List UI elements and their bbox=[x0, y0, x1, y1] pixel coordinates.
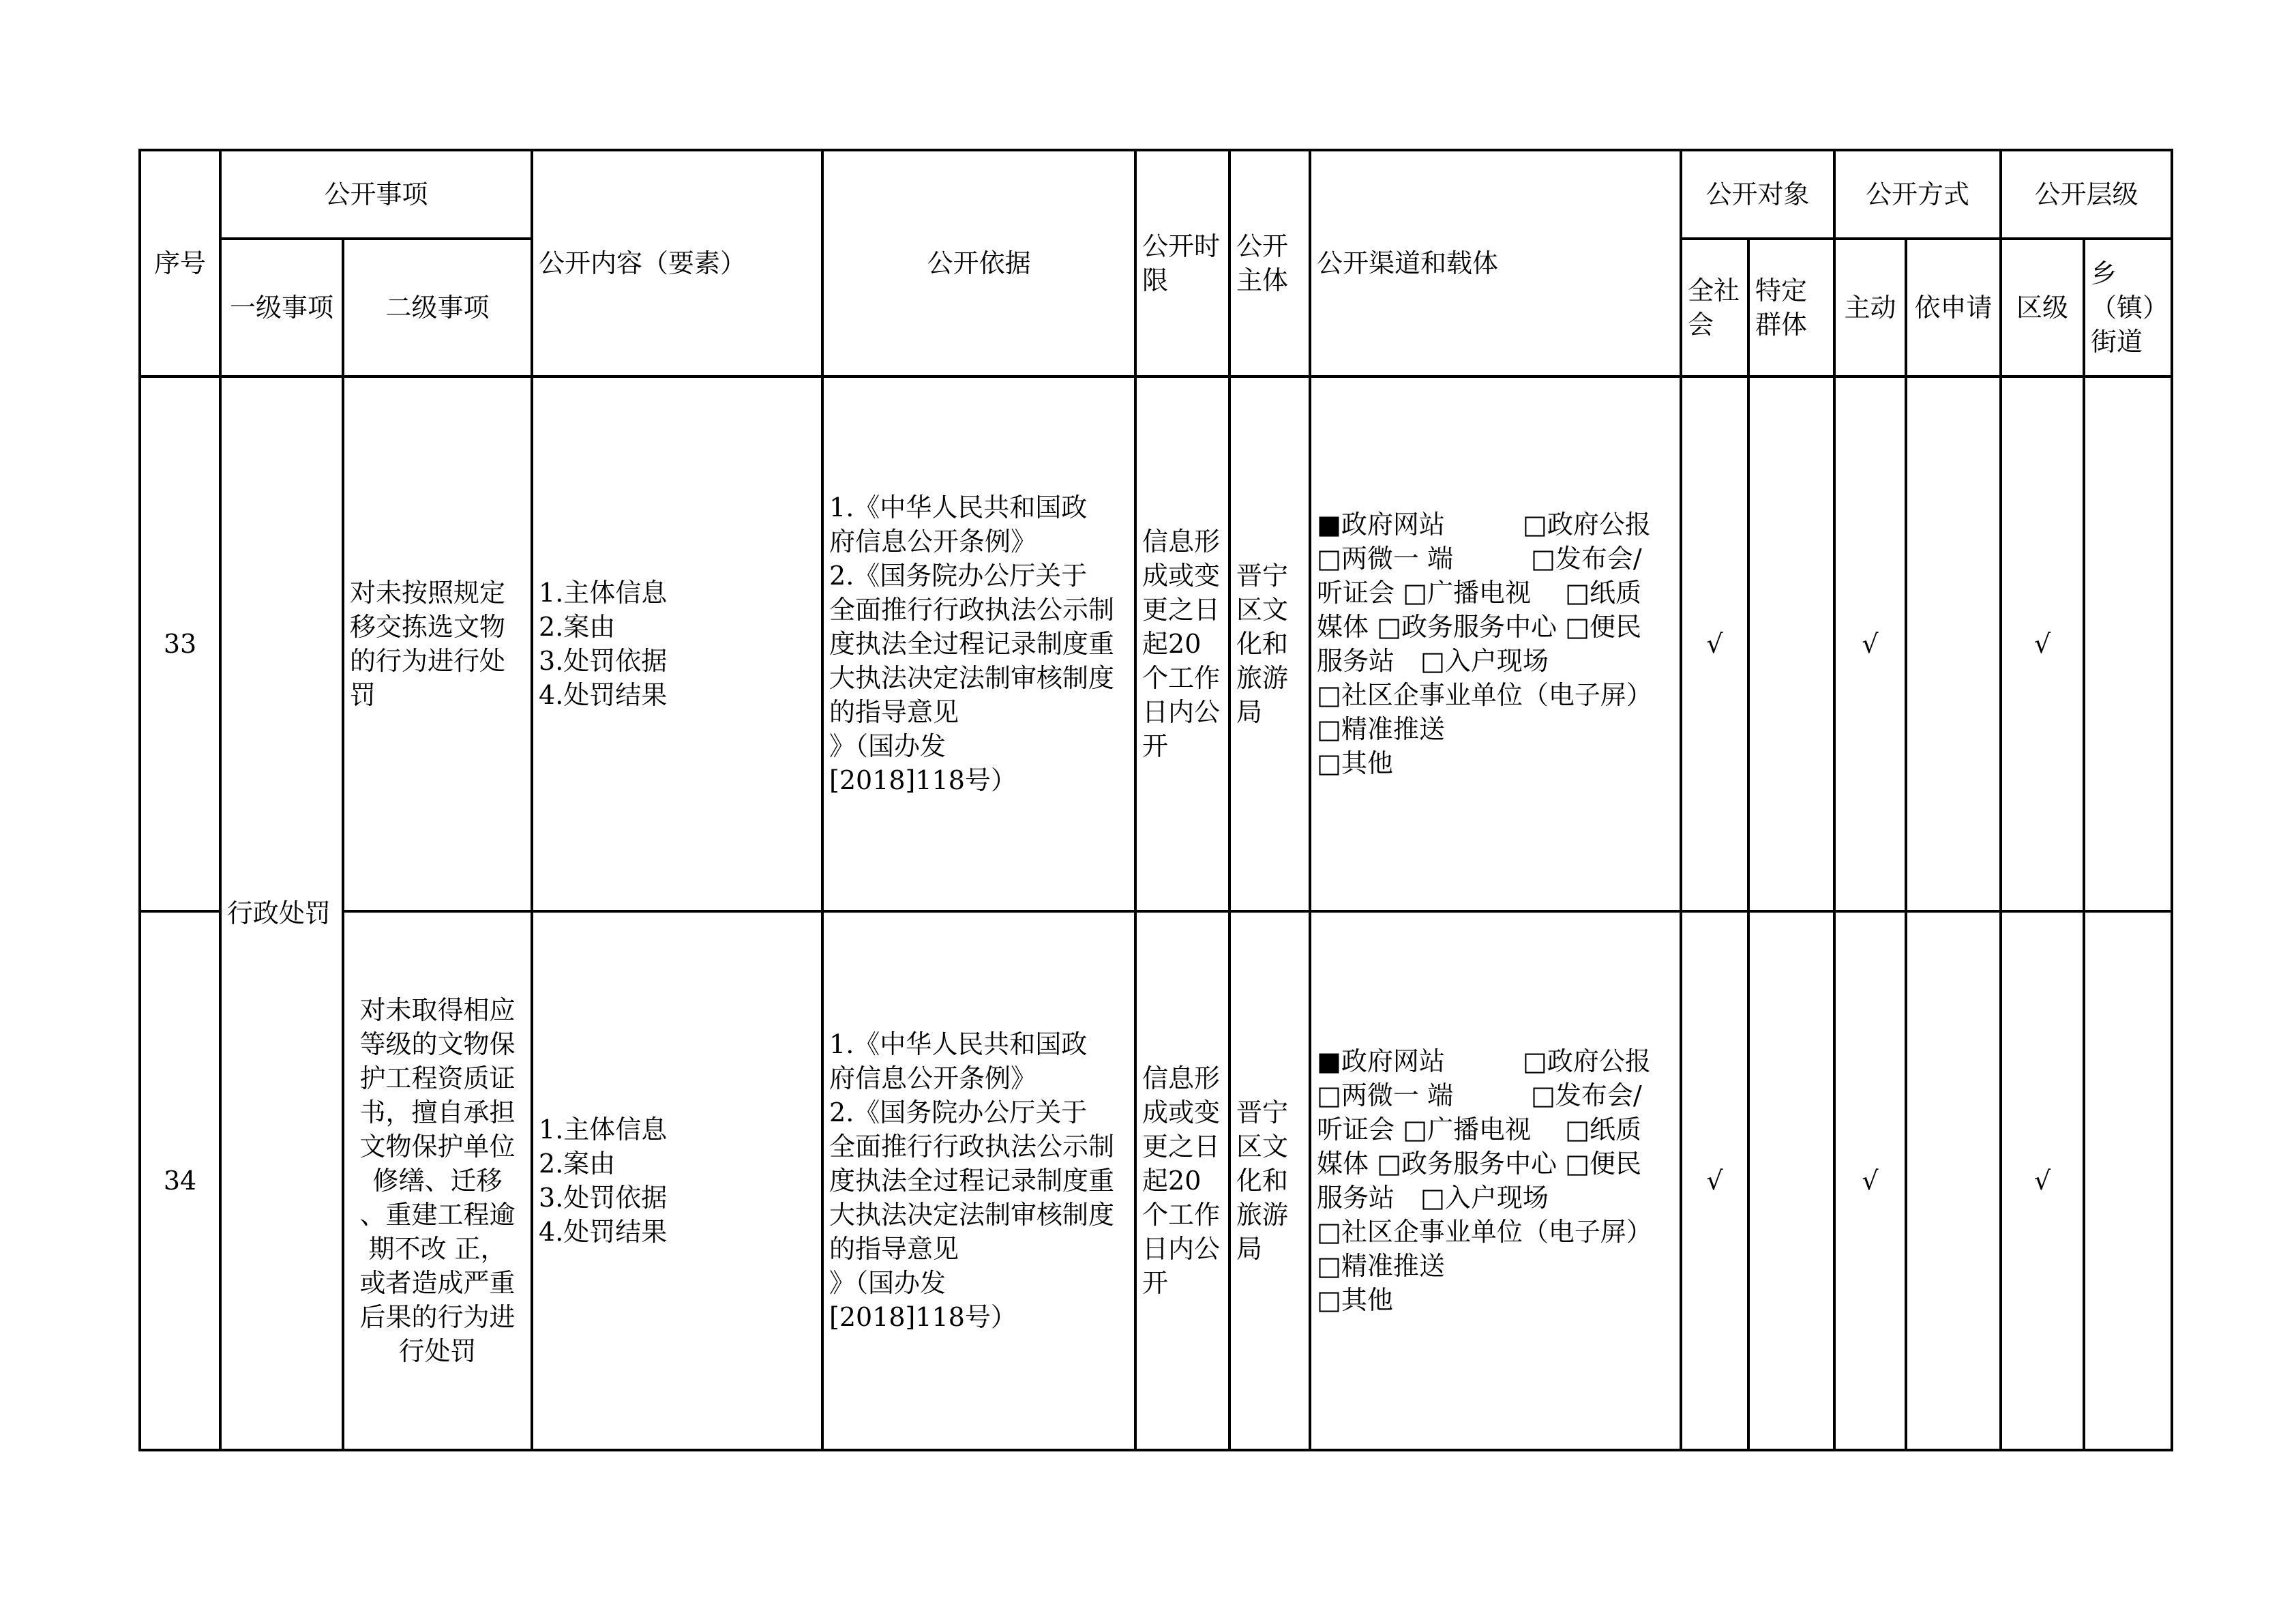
row-seq: 34 bbox=[140, 911, 220, 1450]
header-method-request: 依申请 bbox=[1906, 239, 2001, 377]
header-seq: 序号 bbox=[140, 150, 220, 377]
channel-line: 听证会 □广播电视 □纸质 bbox=[1317, 1114, 1641, 1145]
content-line: 2.案由 bbox=[539, 612, 616, 642]
basis-line: 的指导意见 bbox=[829, 697, 959, 727]
check-tier-district: √ bbox=[2001, 377, 2084, 911]
header-level1: 一级事项 bbox=[220, 239, 343, 377]
channel-line: □社区企事业单位（电子屏） bbox=[1317, 1217, 1652, 1247]
header-time-limit: 公开时限 bbox=[1135, 150, 1229, 377]
channel-line: □两微一 端 □发布会/ bbox=[1317, 544, 1642, 574]
header-audience-all: 全社会 bbox=[1681, 239, 1748, 377]
basis-line: 全面推行行政执法公示制 bbox=[829, 595, 1115, 625]
level2-line: 文物保护单位 bbox=[359, 1132, 516, 1162]
header-tier-town: 乡（镇）街道 bbox=[2084, 239, 2172, 377]
basis-line: 度执法全过程记录制度重 bbox=[829, 1166, 1115, 1196]
level2-line: 后果的行为进 bbox=[359, 1302, 516, 1332]
content-line: 3.处罚依据 bbox=[539, 1183, 668, 1213]
level2-line: 行处罚 bbox=[398, 1336, 477, 1366]
channel-line: □其他 bbox=[1317, 1285, 1393, 1315]
header-basis: 公开依据 bbox=[822, 150, 1135, 377]
header-audience: 公开对象 bbox=[1681, 150, 1834, 239]
channel-line: □精准推送 bbox=[1317, 1251, 1445, 1281]
table-row bbox=[140, 911, 2172, 1450]
level2-line: 书，擅自承担 bbox=[359, 1097, 516, 1127]
header-subject: 公开主体 bbox=[1229, 150, 1310, 377]
basis-line: 2.《国务院办公厅关于 bbox=[829, 1097, 1088, 1127]
disclosure-table bbox=[138, 149, 2173, 1451]
check-method-request bbox=[1906, 377, 2001, 911]
basis-line: 大执法决定法制审核制度 bbox=[829, 663, 1115, 693]
basis-line: 2.《国务院办公厅关于 bbox=[829, 561, 1088, 591]
header-method-active: 主动 bbox=[1834, 239, 1906, 377]
level2-line: 、重建工程逾 bbox=[359, 1200, 516, 1230]
content-line: 1.主体信息 bbox=[539, 1114, 668, 1145]
basis-line: 》（国办发 bbox=[829, 1268, 946, 1298]
channel-line: 媒体 □政务服务中心 □便民 bbox=[1317, 1149, 1641, 1179]
check-audience-specific bbox=[1748, 911, 1834, 1450]
row-level2-item: 对未按照规定移交拣选文物的行为进行处罚 bbox=[343, 377, 532, 911]
header-level2: 二级事项 bbox=[343, 239, 532, 377]
check-tier-town bbox=[2084, 911, 2172, 1450]
content-line: 4.处罚结果 bbox=[539, 680, 668, 710]
channel-line: □社区企事业单位（电子屏） bbox=[1317, 680, 1652, 710]
row-content bbox=[532, 377, 822, 911]
channel-line: ■政府网站 □政府公报 bbox=[1317, 1046, 1651, 1076]
header-tier: 公开层级 bbox=[2001, 150, 2172, 239]
header-items: 公开事项 bbox=[220, 150, 532, 239]
channel-line: 听证会 □广播电视 □纸质 bbox=[1317, 578, 1641, 608]
basis-line: 府信息公开条例》 bbox=[829, 527, 1037, 557]
row-time-limit: 信息形成或变更之日起20个工作日内公开 bbox=[1135, 911, 1229, 1450]
header-method: 公开方式 bbox=[1834, 150, 2001, 239]
table-row bbox=[140, 377, 2172, 911]
check-audience-all: √ bbox=[1681, 911, 1748, 1450]
header-channel: 公开渠道和载体 bbox=[1310, 150, 1681, 377]
level1-item: 行政处罚 bbox=[220, 377, 343, 1450]
content-line: 1.主体信息 bbox=[539, 578, 668, 608]
basis-line: 的指导意见 bbox=[829, 1234, 959, 1264]
content-line: 3.处罚依据 bbox=[539, 646, 668, 676]
channel-line: □两微一 端 □发布会/ bbox=[1317, 1080, 1642, 1110]
level2-line: 或者造成严重 bbox=[359, 1268, 516, 1298]
row-seq: 33 bbox=[140, 377, 220, 911]
basis-line: 度执法全过程记录制度重 bbox=[829, 629, 1115, 659]
row-basis bbox=[822, 911, 1135, 1450]
basis-line: 》（国办发 bbox=[829, 731, 946, 761]
header-audience-specific: 特定群体 bbox=[1748, 239, 1834, 377]
check-method-active: √ bbox=[1834, 911, 1906, 1450]
level2-line: 对未取得相应 bbox=[359, 995, 516, 1025]
basis-line: 1.《中华人民共和国政 bbox=[829, 1029, 1088, 1059]
row-basis bbox=[822, 377, 1135, 911]
row-time-limit: 信息形成或变更之日起20个工作日内公开 bbox=[1135, 377, 1229, 911]
basis-line: 大执法决定法制审核制度 bbox=[829, 1200, 1115, 1230]
content-line: 2.案由 bbox=[539, 1149, 616, 1179]
check-tier-district: √ bbox=[2001, 911, 2084, 1450]
basis-line: 府信息公开条例》 bbox=[829, 1063, 1037, 1093]
check-audience-all: √ bbox=[1681, 377, 1748, 911]
row-level2-item bbox=[343, 911, 532, 1450]
row-content bbox=[532, 911, 822, 1450]
check-method-request bbox=[1906, 911, 2001, 1450]
channel-line: 媒体 □政务服务中心 □便民 bbox=[1317, 612, 1641, 642]
check-tier-town bbox=[2084, 377, 2172, 911]
check-method-active: √ bbox=[1834, 377, 1906, 911]
check-audience-specific bbox=[1748, 377, 1834, 911]
row-channel bbox=[1310, 911, 1681, 1450]
channel-line: 服务站 □入户现场 bbox=[1317, 1183, 1549, 1213]
basis-line: [2018]118号） bbox=[829, 1302, 1017, 1332]
basis-line: [2018]118号） bbox=[829, 765, 1017, 795]
level2-line: 等级的文物保 bbox=[359, 1029, 516, 1059]
level2-line: 修缮、迁移 bbox=[372, 1166, 503, 1196]
header-content: 公开内容（要素） bbox=[532, 150, 822, 377]
level2-line: 期不改 正， bbox=[368, 1234, 507, 1264]
row-subject: 晋宁区文化和旅游局 bbox=[1229, 911, 1310, 1450]
basis-line: 1.《中华人民共和国政 bbox=[829, 492, 1088, 522]
channel-line: □其他 bbox=[1317, 748, 1393, 778]
header-tier-district: 区级 bbox=[2001, 239, 2084, 377]
row-channel bbox=[1310, 377, 1681, 911]
level2-line: 护工程资质证 bbox=[359, 1063, 516, 1093]
content-line: 4.处罚结果 bbox=[539, 1217, 668, 1247]
row-subject: 晋宁区文化和旅游局 bbox=[1229, 377, 1310, 911]
channel-line: ■政府网站 □政府公报 bbox=[1317, 510, 1651, 540]
channel-line: □精准推送 bbox=[1317, 714, 1445, 744]
basis-line: 全面推行行政执法公示制 bbox=[829, 1132, 1115, 1162]
channel-line: 服务站 □入户现场 bbox=[1317, 646, 1549, 676]
